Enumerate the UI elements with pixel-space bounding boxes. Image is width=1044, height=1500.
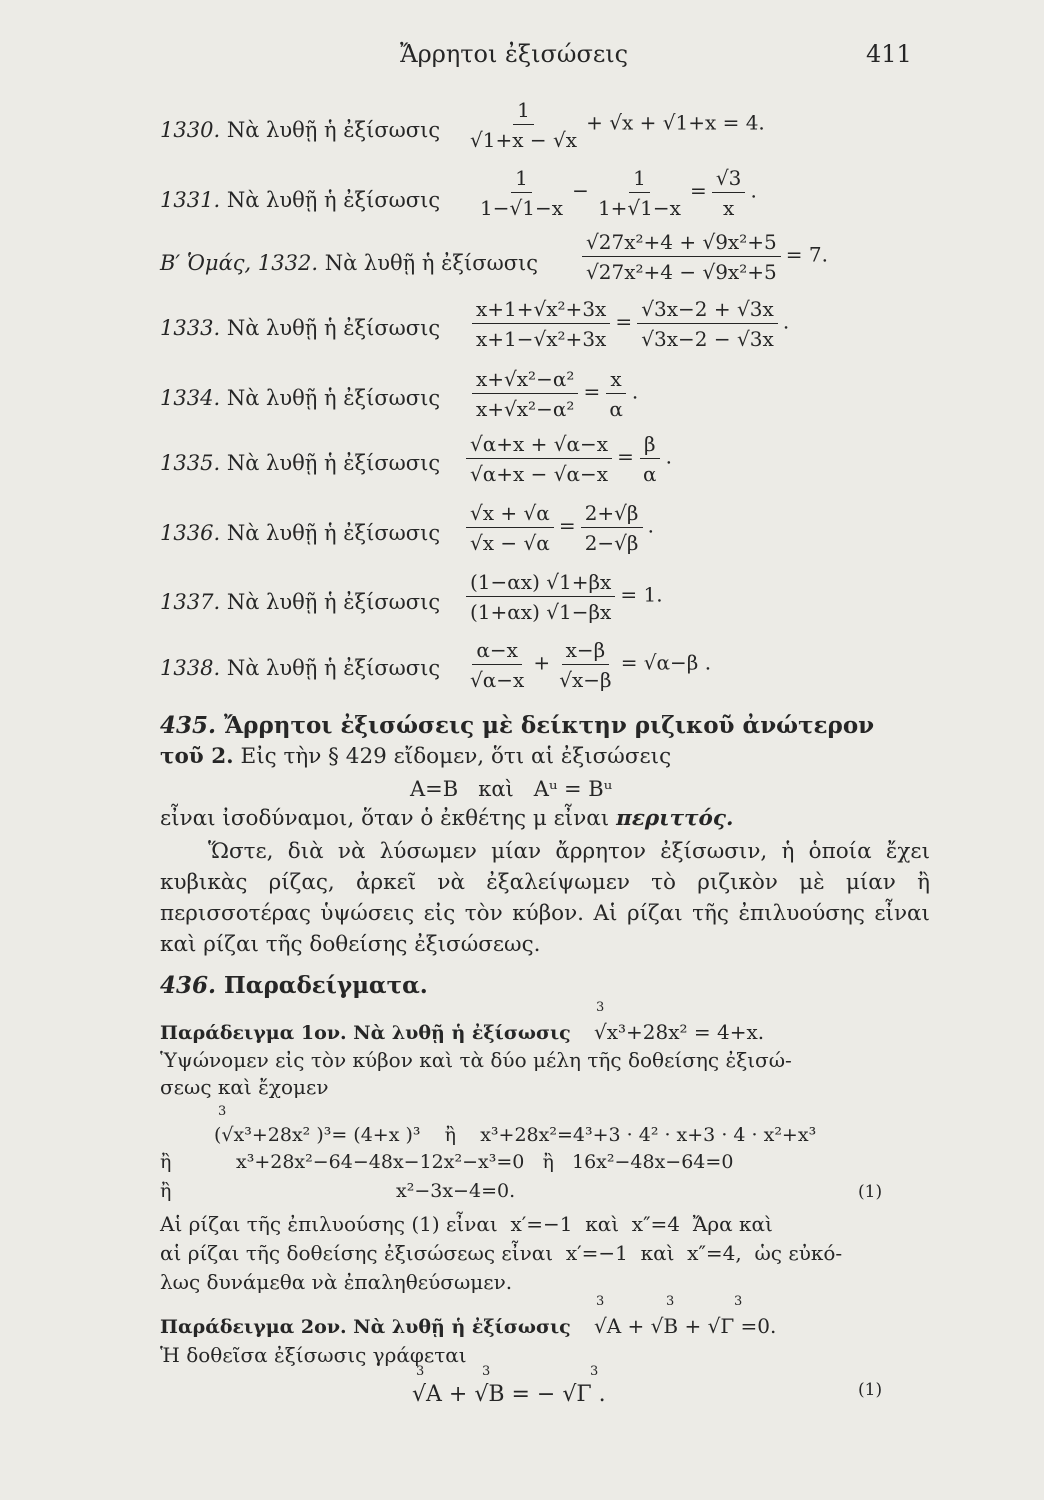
example-1-heading: Παράδειγμα 1ον. Νὰ λυθῇ ἡ ἐξίσωσις (160, 1022, 571, 1044)
exercise-1338-equation: $\frac{\alpha-x}{√\alpha-x}$ + $\frac{x-\beta}{√x-\beta}$ = √α−β . (466, 638, 711, 692)
example-2-equation: √Α + √Β + √Γ =0. (594, 1314, 777, 1338)
fraction: $\frac{\text{√27x²+4 + √9x²+5}}{\text{√27x²+4 − √9x²+5}}$ (582, 230, 781, 284)
example-1-text1: Ὑψώνομεν εἰς τὸν κύβον καὶ τὰ δύο μέλη τῆς δοθείσης ἐξισώ- (160, 1048, 792, 1072)
fraction: $\frac{2+√\beta}{2-√\beta}$ (581, 501, 643, 555)
fraction: $\frac{√\alpha+x + √\alpha-x}{√\alpha+x - √\alpha-x}$ (466, 432, 612, 486)
cube-root-index: 3 (596, 1294, 605, 1309)
example-2-text: Ἡ δοθεῖσα ἐξίσωσις γράφεται (160, 1343, 467, 1367)
exercise-1336-equation: $\frac{√x + √\alpha}{√x - √\alpha}$ = $\frac{2+√\beta}{2-√\beta}$ . (466, 501, 654, 555)
exercise-1330-equation: $\frac{1}{√1+x - √x}$ + √x + √1+x = 4. (466, 98, 765, 152)
exercise-1333-equation: $\frac{\text{x+1+√x²+3x}}{\text{x+1−√x²+3x}}$ = $\frac{√3x-2 + √3x}{√3x-2 - √3x}$ . (472, 297, 789, 351)
example-1-line1: (√x³+28x² )³= (4+x )³ ἢ x³+28x²=4³+3 · 4² · x+3 · 4 · x²+x³ (214, 1124, 817, 1146)
exercise-1335-label: 1335. Νὰ λυθῇ ἡ ἐξίσωσις (160, 451, 441, 475)
fraction: $\frac{\beta}{\alpha}$ (639, 432, 661, 486)
example-1-roots2: αἱ ρίζαι τῆς δοθείσης ἐξισώσεως εἶναι x′=−1 καὶ x″=4, ὡς εὐκό- (160, 1241, 843, 1265)
exercise-1335-equation: $\frac{√\alpha+x + √\alpha-x}{√\alpha+x - √\alpha-x}$ = $\frac{\beta}{\alpha}$ . (466, 432, 672, 486)
example-1-roots3: λως δυνάμεθα νὰ ἐπαληθεύσωμεν. (160, 1270, 513, 1294)
fraction: $\frac{1}{1-√1-x}$ (480, 166, 563, 220)
or-word: ἢ (160, 1151, 172, 1173)
cube-root-index: 3 (482, 1364, 491, 1379)
fraction: $\frac{√x + √\alpha}{√x - √\alpha}$ (466, 501, 554, 555)
equation-tag: (1) (858, 1380, 883, 1400)
section-435-line2: τοῦ 2. Εἰς τὴν § 429 εἴδομεν, ὅτι αἱ ἐξισώσεις (160, 744, 672, 769)
exercise-1332-equation: $\frac{\text{√27x²+4 + √9x²+5}}{\text{√27x²+4 − √9x²+5}}$ = 7. (582, 230, 828, 284)
exercise-1337-equation: $\frac{(1-\alpha x) √1+\beta x}{(1+\alpha x) √1-\beta x}$ = 1. (466, 570, 663, 624)
fraction: $\frac{√3}{x}$ (712, 166, 745, 220)
exercise-1330-label: 1330. Νὰ λυθῇ ἡ ἐξίσωσις (160, 118, 441, 142)
example-1-line2: x³+28x²−64−48x−12x²−x³=0 ἢ 16x²−48x−64=0 (236, 1151, 734, 1173)
cube-root-index: 3 (666, 1294, 675, 1309)
fraction: $\frac{\alpha-x}{√\alpha-x}$ (470, 638, 525, 692)
fraction: $\frac{\text{x+1+√x²+3x}}{\text{x+1−√x²+3x}}$ (472, 297, 610, 351)
exercise-1334-label: 1334. Νὰ λυθῇ ἡ ἐξίσωσις (160, 386, 441, 410)
section-435-heading: 435. Ἄρρητοι ἐξισώσεις μὲ δείκτην ριζικοῦ ἀνώτερον (160, 712, 875, 739)
exercise-1334-equation: $\frac{\text{x+√x²−α²}}{\text{x+√x²−α²}}$ = $\frac{x}{\alpha}$ . (472, 367, 638, 421)
fraction: $\frac{x}{\alpha}$ (605, 367, 627, 421)
fraction: $\frac{\text{x+√x²−α²}}{\text{x+√x²−α²}}$ (472, 367, 578, 421)
or-word: ἢ (160, 1180, 172, 1202)
exercise-1338-label: 1338. Νὰ λυθῇ ἡ ἐξίσωσις (160, 656, 441, 680)
fraction: $\frac{√3x-2 + √3x}{√3x-2 - √3x}$ (637, 297, 777, 351)
section-435-condition: εἶναι ἰσοδύναμοι, ὅταν ὁ ἐκθέτης μ εἶναι περιττός. (160, 806, 734, 831)
exercise-1336-label: 1336. Νὰ λυθῇ ἡ ἐξίσωσις (160, 521, 441, 545)
example-1-text2: σεως καὶ ἔχομεν (160, 1075, 329, 1099)
section-435-paragraph: Ὥστε, διὰ νὰ λύσωμεν μίαν ἄρρητον ἐξίσωσιν, ἡ ὁποία ἔχει κυβικὰς ρίζας, ἀρκεῖ νὰ ἐξαλείψωμεν τὸ ριζικὸν μὲ μίαν ἢ περισσοτέρας ὑψώσεις εἰς τὸν κύβον. Αἱ ρίζαι τῆς ἐπιλυούσης εἶναι καὶ ρίζαι τῆς δοθείσης ἐξισώσεως. (160, 839, 930, 957)
fraction: $\frac{x-\beta}{√x-\beta}$ (559, 638, 612, 692)
cube-root-index: 3 (218, 1104, 227, 1119)
running-header: Ἄρρητοι ἐξισώσεις (400, 40, 629, 68)
fraction: $\frac{(1-\alpha x) √1+\beta x}{(1+\alpha x) √1-\beta x}$ (466, 570, 615, 624)
cube-root-index: 3 (734, 1294, 743, 1309)
example-1-line3: x²−3x−4=0. (396, 1180, 516, 1202)
exercise-1331-equation: $\frac{1}{1-√1-x}$ − $\frac{1}{1+√1-x}$ = $\frac{√3}{x}$ . (476, 166, 757, 220)
example-1-roots1: Αἱ ρίζαι τῆς ἐπιλυούσης (1) εἶναι x′=−1 καὶ x″=4 Ἄρα καὶ (160, 1212, 773, 1236)
section-436-heading: 436. Παραδείγματα. (160, 972, 428, 999)
example-2-heading: Παράδειγμα 2ον. Νὰ λυθῇ ἡ ἐξίσωσις (160, 1316, 571, 1338)
example-2-line: √Α + √Β = − √Γ . (412, 1382, 606, 1407)
exercise-1332-label: Β′ Ὁμάς, 1332. Νὰ λυθῇ ἡ ἐξίσωσις (160, 251, 539, 275)
example-1-equation: √x³+28x² = 4+x. (594, 1020, 765, 1044)
fraction: $\frac{1}{1+√1-x}$ (597, 166, 681, 220)
cube-root-index: 3 (416, 1364, 425, 1379)
exercise-1333-label: 1333. Νὰ λυθῇ ἡ ἐξίσωσις (160, 316, 441, 340)
cube-root-index: 3 (596, 1000, 605, 1015)
page-number: 411 (866, 40, 912, 68)
cube-root-index: 3 (590, 1364, 599, 1379)
exercise-1331-label: 1331. Νὰ λυθῇ ἡ ἐξίσωσις (160, 188, 441, 212)
equation-tag: (1) (858, 1182, 883, 1202)
fraction: $\frac{1}{√1+x - √x}$ (470, 98, 578, 152)
section-435-formula: Α=Β καὶ Αᵘ = Βᵘ (410, 777, 613, 801)
exercise-1337-label: 1337. Νὰ λυθῇ ἡ ἐξίσωσις (160, 590, 441, 614)
